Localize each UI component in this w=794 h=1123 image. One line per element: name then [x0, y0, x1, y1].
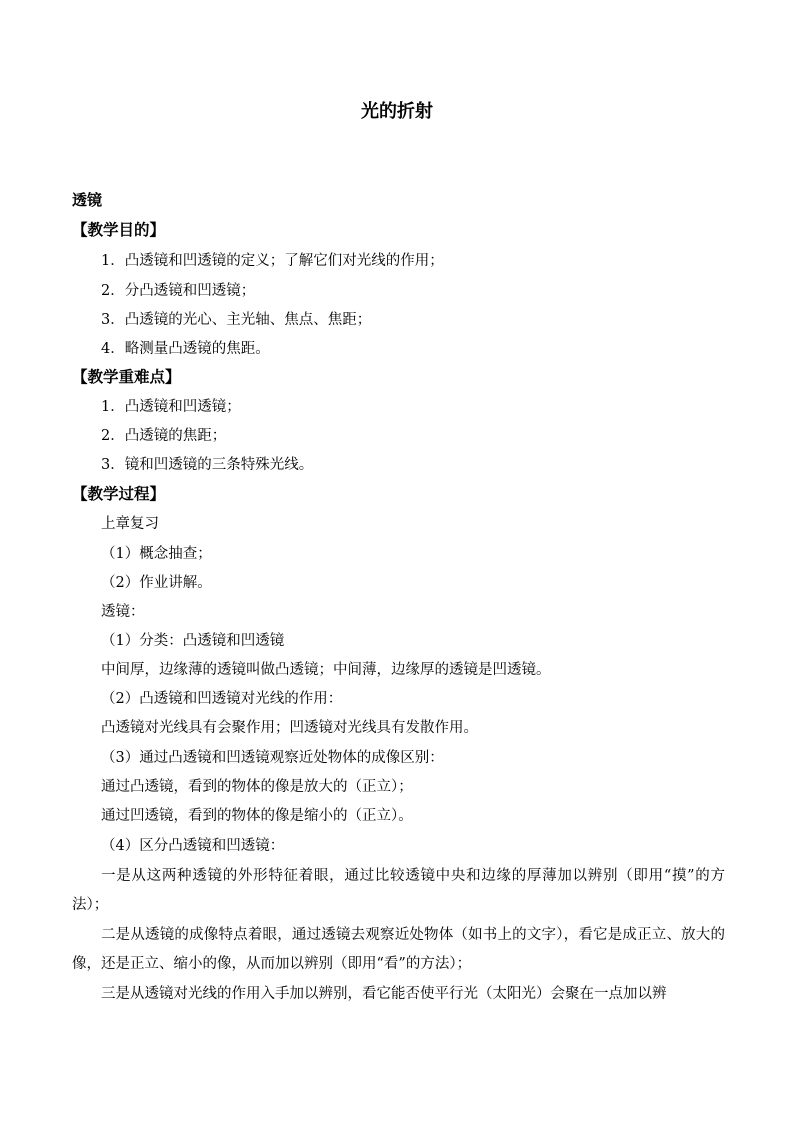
process-line: 通过凹透镜，看到的物体的像是缩小的（正立）。: [101, 808, 413, 824]
process-paragraph: 三是从透镜对光线的作用入手加以辨别，看它能否使平行光（太阳光）会聚在一点加以辨: [101, 986, 667, 1002]
difficulty-item: 2．凸透镜的焦距；: [101, 428, 227, 444]
objective-item: 1．凸透镜和凹透镜的定义；了解它们对光线的作用；: [101, 253, 444, 269]
objective-item: 4．略测量凸透镜的焦距。: [101, 341, 270, 357]
objectives-heading: 【教学目的】: [72, 220, 166, 239]
process-line: 透镜：: [101, 604, 145, 620]
process-line: （2）凸透镜和凹透镜对光线的作用：: [101, 691, 343, 707]
process-line: 上章复习: [101, 516, 159, 532]
process-line: （1）概念抽查；: [101, 546, 212, 562]
process-heading: 【教学过程】: [72, 484, 166, 503]
objective-item: 3．凸透镜的光心、主光轴、焦点、焦距；: [101, 312, 372, 328]
objective-item: 2．分凸透镜和凹透镜；: [101, 283, 256, 299]
process-line: 通过凸透镜，看到的物体的像是放大的（正立）；: [101, 779, 413, 795]
section-subtitle: 透镜: [72, 191, 103, 209]
process-line: 凸透镜对光线具有会聚作用；凹透镜对光线具有发散作用。: [101, 720, 478, 736]
process-line: 中间厚，边缘薄的透镜叫做凸透镜；中间薄，边缘厚的透镜是凹透镜。: [101, 662, 551, 678]
difficulties-heading: 【教学重难点】: [72, 367, 181, 386]
process-line: （4）区分凸透镜和凹透镜：: [101, 838, 285, 854]
process-paragraph: 一是从这两种透镜的外形特征着眼，通过比较透镜中央和边缘的厚薄加以辨别（即用“摸”的方法）；: [72, 868, 725, 913]
process-line: （3）通过凸透镜和凹透镜观察近处物体的成像区别：: [101, 750, 444, 766]
document-title: 光的折射: [361, 101, 433, 122]
process-line: （2）作业讲解。: [101, 575, 212, 591]
process-paragraph: 二是从透镜的成像特点着眼，通过透镜去观察近处物体（如书上的文字），看它是成正立、放大的像，还是正立、缩小的像，从而加以辨别（即用“看”的方法）；: [72, 927, 725, 972]
process-line: （1）分类：凸透镜和凹透镜: [101, 633, 285, 649]
difficulty-item: 3．镜和凹透镜的三条特殊光线。: [101, 457, 314, 473]
difficulty-item: 1．凸透镜和凹透镜；: [101, 399, 241, 415]
